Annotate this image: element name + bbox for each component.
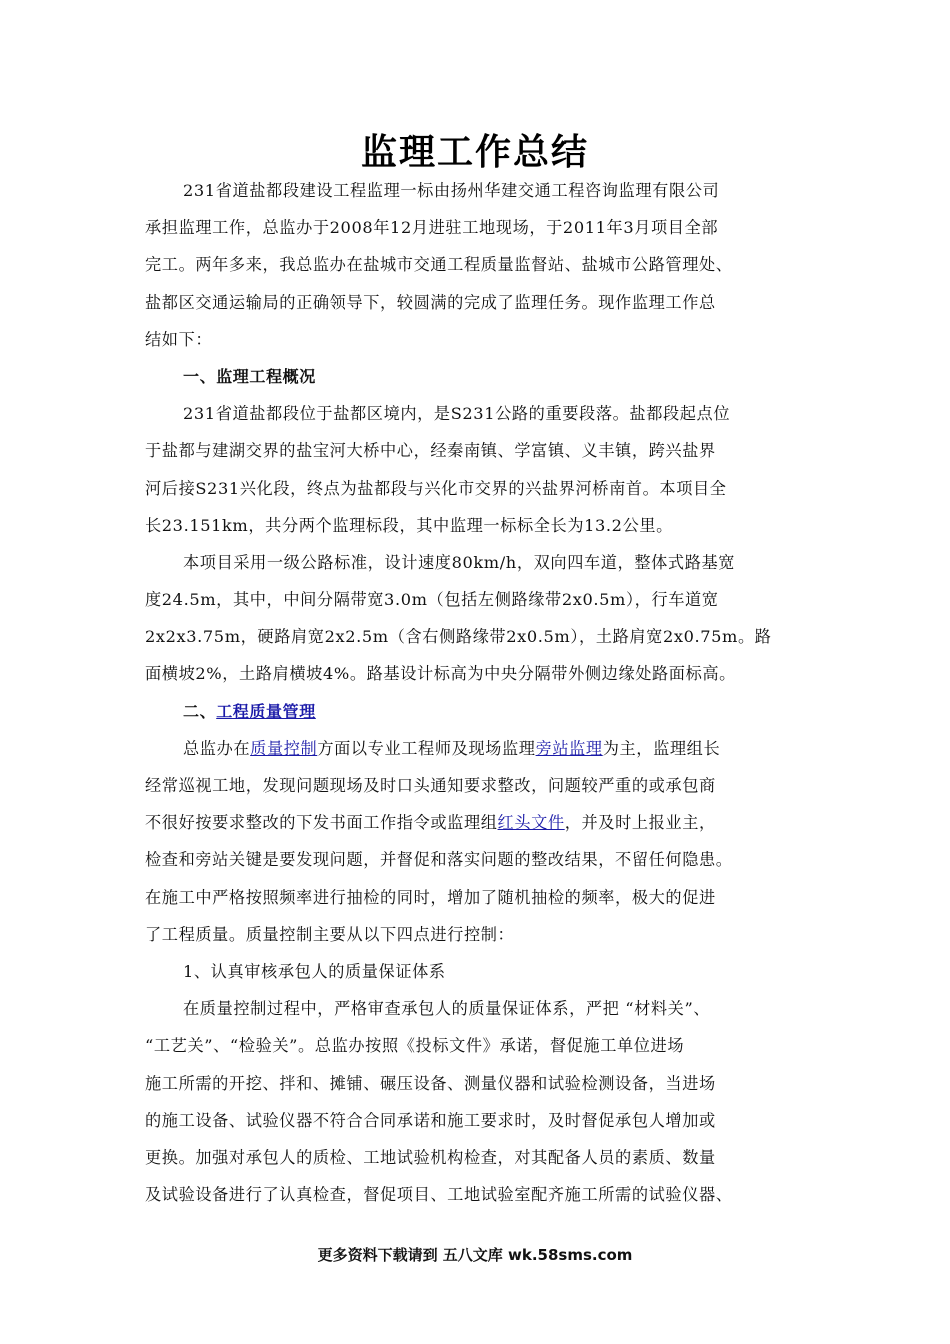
- text-run: 方面以专业工程师及现场监理: [317, 738, 536, 758]
- paragraph-line: 231省道盐都段位于盐都区境内，是S231公路的重要段落。盐都段起点位: [183, 404, 731, 424]
- paragraph-line: 231省道盐都段建设工程监理一标由扬州华建交通工程咨询监理有限公司: [183, 181, 720, 200]
- paragraph-line: [145, 730, 825, 767]
- paragraph-line: 本项目采用一级公路标准，设计速度80km/h，双向四车道，整体式路基宽: [183, 552, 736, 572]
- text-run: 为主，监理组长: [602, 738, 721, 758]
- text-run: 不很好按要求整改的下发书面工作指令或监理组: [145, 813, 498, 833]
- paragraph-line: 经常巡视工地，发现问题现场及时口头通知要求整改，问题较严重的或承包商: [145, 776, 716, 795]
- paragraph-line: [145, 804, 825, 841]
- section-heading-2: [145, 693, 825, 730]
- paragraph-line: 承担监理工作，总监办于2008年12月进驻工地现场，于2011年3月项目全部: [145, 218, 719, 238]
- paragraph-line: 盐都区交通运输局的正确领导下，较圆满的完成了监理任务。现作监理工作总: [145, 292, 716, 312]
- side-supervision-link[interactable]: 旁站监理: [535, 738, 603, 758]
- paragraph-line: 在质量控制过程中，严格审查承包人的质量保证体系，严把 “材料关”、: [183, 999, 711, 1019]
- section-heading-1: 一、监理工程概况: [183, 366, 316, 386]
- page-footer: 更多资料下载请到 五八文库 wk.58sms.com: [317, 1246, 633, 1264]
- section-heading-2-prefix: 二、: [183, 701, 217, 721]
- paragraph-line: 面横坡2%，土路肩横坡4%。路基设计标高为中央分隔带外侧边缘处路面标高。: [145, 664, 736, 684]
- paragraph-line: 长23.151km，共分两个监理标段，其中监理一标标全长为13.2公里。: [145, 515, 673, 535]
- paragraph-line: 了工程质量。质量控制主要从以下四点进行控制：: [145, 924, 515, 944]
- paragraph-line: 完工。两年多来，我总监办在盐城市交通工程质量监督站、盐城市公路管理处、: [145, 255, 733, 275]
- paragraph-line: 在施工中严格按照频率进行抽检的同时，增加了随机抽检的频率，极大的促进: [145, 887, 716, 907]
- page-title: 监理工作总结: [360, 132, 589, 173]
- paragraph-line: 更换。加强对承包人的质检、工地试验机构检查，对其配备人员的素质、数量: [145, 1147, 716, 1167]
- list-item-heading: 1、认真审核承包人的质量保证体系: [183, 961, 446, 981]
- paragraph-line: 2x2x3.75m，硬路肩宽2x2.5m（含右侧路缘带2x0.5m），土路肩宽2x0.75m。路: [145, 627, 772, 647]
- paragraph-line: 于盐都与建湖交界的盐宝河大桥中心，经秦南镇、学富镇、义丰镇，跨兴盐界: [145, 441, 716, 461]
- paragraph-line: “工艺关”、“检验关”。总监办按照《投标文件》承诺，督促施工单位进场: [145, 1036, 685, 1056]
- text-run: 总监办在: [183, 738, 251, 758]
- paragraph-line: 的施工设备、试验仪器不符合合同承诺和施工要求时，及时督促承包人增加或: [145, 1110, 716, 1130]
- paragraph-line: 施工所需的开挖、拌和、摊铺、碾压设备、测量仪器和试验检测设备，当进场: [145, 1073, 716, 1093]
- paragraph-line: 河后接S231兴化段，终点为盐都段与兴化市交界的兴盐界河桥南首。本项目全: [145, 478, 727, 498]
- quality-control-link[interactable]: 质量控制: [250, 738, 318, 758]
- red-header-document-link[interactable]: 红头文件: [497, 813, 565, 833]
- paragraph-line: 度24.5m，其中，中间分隔带宽3.0m（包括左侧路缘带2x0.5m），行车道宽: [145, 590, 719, 610]
- text-run: ，并及时上报业主，: [564, 813, 716, 833]
- document-body: [145, 172, 825, 1213]
- paragraph-line: 检查和旁站关键是要发现问题，并督促和落实问题的整改结果，不留任何隐患。: [145, 850, 733, 870]
- paragraph-line: 及试验设备进行了认真检查，督促项目、工地试验室配齐施工所需的试验仪器、: [145, 1185, 733, 1205]
- paragraph-line: 结如下：: [145, 329, 213, 349]
- quality-management-link[interactable]: 工程质量管理: [216, 701, 316, 721]
